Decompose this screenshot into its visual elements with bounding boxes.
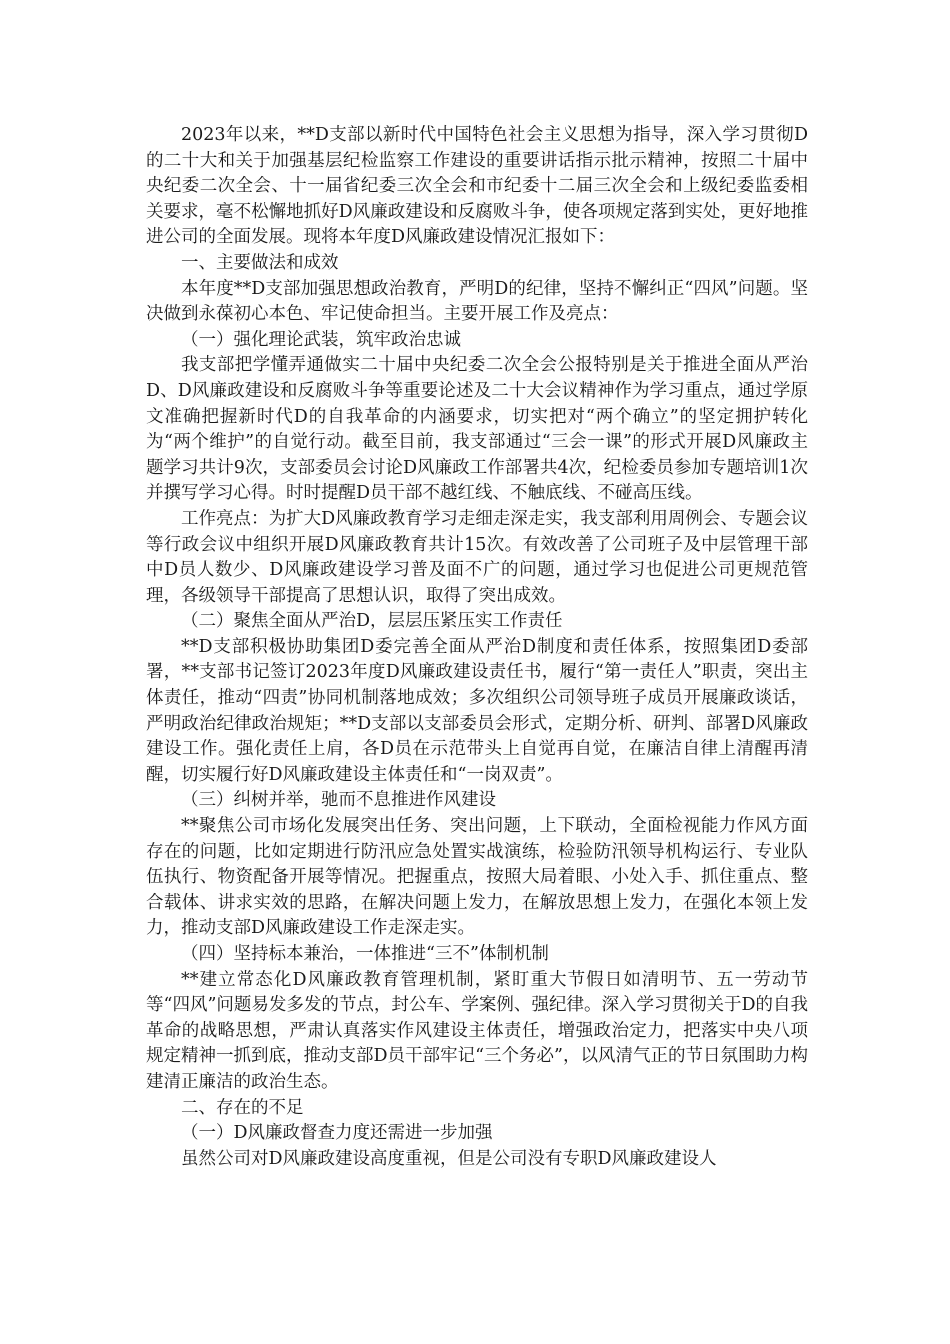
- body-paragraph: 本年度**D支部加强思想政治教育，严明D的纪律，坚持不懈纠正“四风”问题。坚决做到永葆初心本色、牢记使命担当。主要开展工作及亮点：: [146, 278, 808, 325]
- subsection-heading-4: （四）坚持标本兼治，一体推进“三不”体制机制: [181, 944, 549, 964]
- subsection-heading-1: （一）强化理论武装，筑牢政治忠诚: [181, 329, 461, 350]
- body-paragraph: **聚焦公司市场化发展突出任务、突出问题，上下联动，全面检视能力作风方面存在的问题，比如定期进行防汛应急处置实战演练，检验防汛领导机构运行、专业队伍执行、物资配备开展等情况。把握重点，按照大局着眼、小处入手、抓住重点、整合载体、讲求实效的思路，在解决问题上发力，在解放思想上发力，在强化本领上发力，推动支部D风廉政建设工作走深走实。: [146, 816, 808, 939]
- subsection-heading-2: （二）聚焦全面从严治D，层层压紧压实工作责任: [181, 611, 563, 632]
- body-paragraph: 虽然公司对D风廉政建设高度重视，但是公司没有专职D风廉政建设人: [181, 1148, 717, 1169]
- section-heading-shortcomings: 二、存在的不足: [181, 1097, 304, 1118]
- body-paragraph: **建立常态化D风廉政教育管理机制，紧盯重大节假日如清明节、五一劳动节等“四风”问题易发多发的节点，封公车、学案例、强纪律。深入学习贯彻关于D的自我革命的战略思想，严肃认真落实作风建设主体责任，增强政治定力，把落实中央八项规定精神一抓到底，推动支部D员干部牢记“三个务必”，以风清气正的节日氛围助力构建清正廉洁的政治生态。: [146, 969, 808, 1092]
- document-body: [146, 123, 808, 1172]
- body-paragraph: **D支部积极协助集团D委完善全面从严治D制度和责任体系，按照集团D委部署，**支部书记签订2023年度D风廉政建设责任书，履行“第一责任人”职责，突出主体责任，推动“四责”协同机制落地成效；多次组织公司领导班子成员开展廉政谈话，严明政治纪律政治规矩；**D支部以支部委员会形式，定期分析、研判、部署D风廉政建设工作。强化责任上肩，各D员在示范带头上自觉再自觉，在廉洁自律上清醒再清醒，切实履行好D风廉政建设主体责任和“一岗双责”。: [146, 636, 808, 785]
- subsection-heading-3: （三）纠树并举，驰而不息推进作风建设: [181, 790, 496, 811]
- body-paragraph: 我支部把学懂弄通做实二十届中央纪委二次全会公报特别是关于推进全面从严治D、D风廉政建设和反腐败斗争等重要论述及二十大会议精神作为学习重点，通过学原文准确把握新时代D的自我革命的内涵要求，切实把对“两个确立”的坚定拥护转化为“两个维护”的自觉行动。截至目前，我支部通过“三会一课”的形式开展D风廉政主题学习共计9次，支部委员会讨论D风廉政工作部署共4次，纪检委员参加专题培训1次并撰写学习心得。时时提醒D员干部不越红线、不触底线、不碰高压线。: [146, 355, 808, 504]
- body-paragraph: 工作亮点：为扩大D风廉政教育学习走细走深走实，我支部利用周例会、专题会议等行政会议中组织开展D风廉政教育共计15次。有效改善了公司班子及中层管理干部中D员人数少、D风廉政建设学习普及面不广的问题，通过学习也促进公司更规范管理，各级领导干部提高了思想认识，取得了突出成效。: [146, 508, 808, 606]
- section-heading-achievements: 一、主要做法和成效: [181, 252, 339, 273]
- intro-paragraph: 2023年以来，**D支部以新时代中国特色社会主义思想为指导，深入学习贯彻D的二十大和关于加强基层纪检监察工作建设的重要讲话指示批示精神，按照二十届中央纪委二次全会、十一届省纪委三次全会和市纪委十二届三次全会和上级纪委监委相关要求，毫不松懈地抓好D风廉政建设和反腐败斗争，使各项规定落到实处，更好地推进公司的全面发展。现将本年度D风廉政建设情况汇报如下：: [146, 125, 808, 248]
- subsection-heading-5: （一）D风廉政督查力度还需进一步加强: [181, 1123, 493, 1144]
